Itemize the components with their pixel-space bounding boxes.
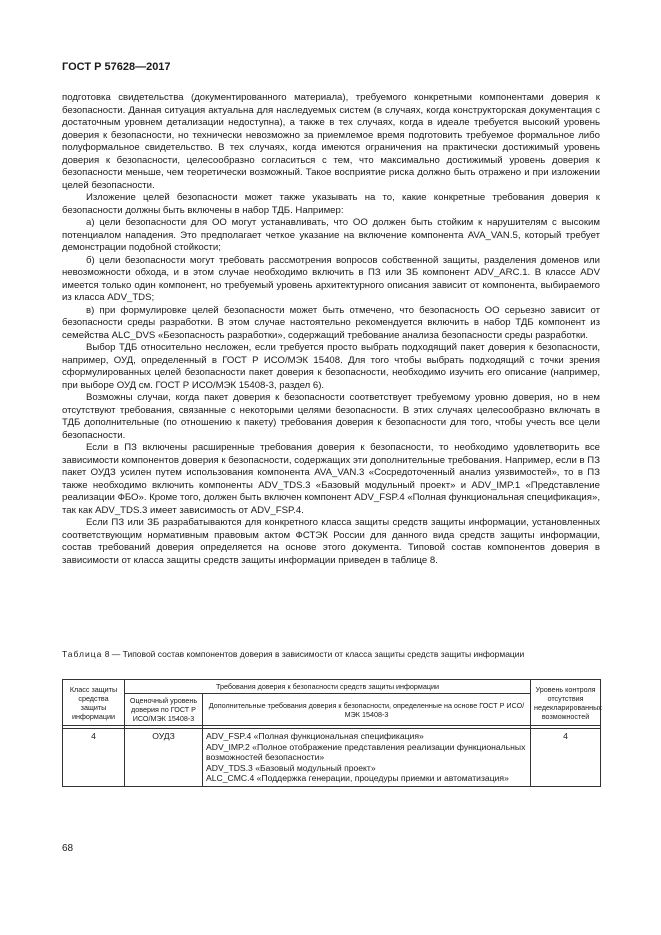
paragraph: в) при формулировке целей безопасности может быть отмечено, что безопасность ОО серьезно зависит от безопасности среды разработки. В этом случае настоятельно рекомендуется включить в набор ТДБ компонент из семейства ALC_DVS «Безопасность разработки», содержащий требование анализа безопасности среды разработки. xyxy=(62,304,600,341)
requirement-line: ADV_IMP.2 «Полное отображение представления реализации функциональных возможностей безопасности» xyxy=(206,741,526,762)
table-caption-text: 8 — Типовой состав компонентов доверия в зависимости от класса защиты средств защиты информации xyxy=(102,649,525,659)
table-row xyxy=(63,729,601,787)
paragraph: а) цели безопасности для ОО могут устанавливать, что ОО должен быть стойким к нарушителям с высоким потенциалом нападения. Это предполагает четкое указание на включение компонента AVA_VAN.5, который требует демонстрации подобной стойкости; xyxy=(62,217,600,253)
requirements-table xyxy=(62,679,601,787)
paragraph: подготовка свидетельства (документированного материала), требуемого конкретными компонентами доверия к безопасности. Данная ситуация актуальна для наследуемых систем (в случаях, когда конструкторская документация с достаточным уровнем детализации недоступна), а также в тех случаях, когда в идеале требуется высокий уровень доверия к безопасности, но технически невозможно за приемлемое время подготовить требуемое формальное либо полуформальное свидетельство. В тех случаях, когда имеются ограничения на практически достижимый уровень доверия к безопасности, целесообразно согласиться с тем, что максимально достижимый уровень доверия к безопасности меньше, чем теоретически возможный. Такое восприятие риска должно быть отражено и при изложении целей безопасности. xyxy=(62,92,600,191)
paragraph: Если в ПЗ включены расширенные требования доверия к безопасности, то необходимо удовлетворить все зависимости компонентов доверия к безопасности, содержащих эти дополнительные требования. Например, если в ПЗ пакет ОУДЗ усилен путем использования компонента AVA_VAN.3 «Сосредоточенный анализ уязвимостей», то в ПЗ также необходимо включить компоненты ADV_TDS.3 «Базовый модульный проект» и ADV_IMP.1 «Представление реализации ФБО». Кроме того, должен быть включен компонент ADV_FSP.4 «Полная функциональная спецификация», так как ADV_TDS.3 имеет зависимость от ADV_FSP.4. xyxy=(62,442,600,516)
paragraph: Если ПЗ или ЗБ разрабатываются для конкретного класса защиты средств защиты информации, установленных соответствующим нормативным правовым актом ФСТЭК России для данного вида средств защиты информации, состав требований доверия определяется на основе этого документа. Типовой состав компонентов доверия в зависимости от класса защиты средств защиты информации приведен в таблице 8. xyxy=(62,517,600,566)
paragraph: Изложение целей безопасности может также указывать на то, какие конкретные требования доверия к безопасности должны быть включены в набор ТДБ. Например: xyxy=(62,192,600,216)
page-number: 68 xyxy=(62,843,74,854)
cell-level: ОУДЗ xyxy=(125,729,203,787)
header-control: Уровень контроля отсутствия недекларированных возможностей xyxy=(531,680,601,726)
requirement-line: ADV_FSP.4 «Полная функциональная спецификация» xyxy=(206,731,424,741)
requirement-line: ALC_CMC.4 «Поддержка генерации, процедуры приемки и автоматизация» xyxy=(206,773,509,783)
header-additional: Дополнительные требования доверия к безопасности, определенные на основе ГОСТ Р ИСО/МЭК 15408-3 xyxy=(203,694,531,726)
cell-requirements xyxy=(203,729,531,787)
cell-class: 4 xyxy=(63,729,125,787)
header-group: Требования доверия к безопасности средств защиты информации xyxy=(125,680,531,694)
paragraph: Возможны случаи, когда пакет доверия к безопасности соответствует требуемому уровню доверия, но в нем отсутствуют требования, связанные с некоторыми целями безопасности. В этих случаях целесообразно включать в ТДБ дополнительные (по отношению к пакету) требования доверия к безопасности для того, чтобы учесть все цели безопасности. xyxy=(62,392,600,441)
body-text xyxy=(62,92,600,567)
paragraph: б) цели безопасности могут требовать рассмотрения вопросов собственной защиты, разделения доменов или невозможности обхода, и в этом случае необходимо включить в ПЗ или ЗБ компонент ADV_ARC.1. В классе ADV имеется только один компонент, но требуемый уровень архитектурного описания зависит от компонента, выбираемого из класса ADV_TDS; xyxy=(62,254,600,303)
table-caption-label: Таблица xyxy=(62,649,103,659)
header-level: Оценочный уровень доверия по ГОСТ Р ИСО/МЭК 15408-3 xyxy=(125,694,203,726)
requirement-line: ADV_TDS.3 «Базовый модульный проект» xyxy=(206,762,376,773)
document-header: ГОСТ Р 57628—2017 xyxy=(62,61,171,73)
table-caption xyxy=(62,649,600,660)
header-class: Класс защиты средства защиты информации xyxy=(63,680,125,726)
cell-control: 4 xyxy=(531,729,601,787)
paragraph: Выбор ТДБ относительно несложен, если требуется просто выбрать подходящий пакет доверия к безопасности, например, ОУД, определенный в ГОСТ Р ИСО/МЭК 15408. Для того чтобы выбрать подходящий с точки зрения сформулированных целей безопасности пакет доверия к безопасности, необходимо изучить его описание (например, при выборе ОУД см. ГОСТ Р ИСО/МЭК 15408-3, раздел 6). xyxy=(62,342,600,391)
